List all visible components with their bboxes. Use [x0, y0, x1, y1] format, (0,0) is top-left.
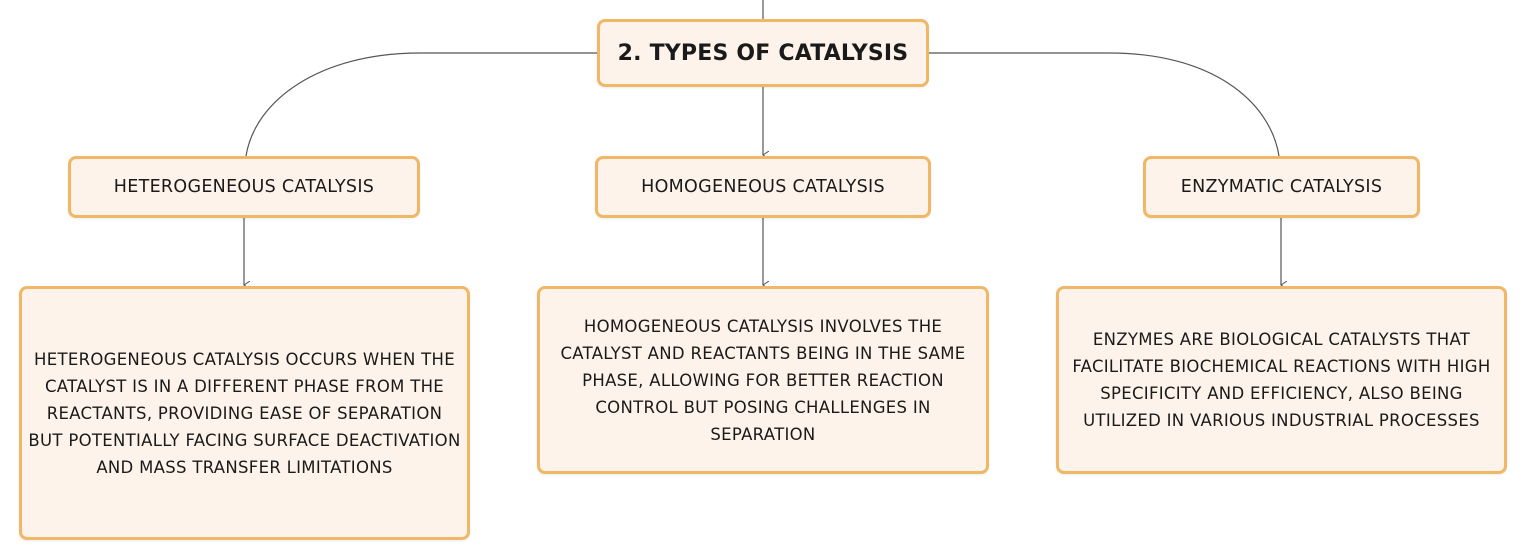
- root-node-label: 2. TYPES OF CATALYSIS: [617, 40, 909, 66]
- detail-node-text: HETEROGENEOUS CATALYSIS OCCURS WHEN THE CATALYST IS IN A DIFFERENT PHASE FROM THE REACTANTS, PROVIDING EASE OF SEPARATION BUT POTENTIALLY FACING SURFACE DEACTIVATION AND MASS TRANSFER LIMITATIONS: [28, 349, 461, 477]
- branch-node-heterogeneous-catalysis[interactable]: [68, 156, 420, 218]
- branch-node-enzymatic-catalysis[interactable]: [1143, 156, 1420, 218]
- detail-node-text: ENZYMES ARE BIOLOGICAL CATALYSTS THAT FACILITATE BIOCHEMICAL REACTIONS WITH HIGH SPECIFICITY AND EFFICIENCY, ALSO BEING UTILIZED IN VARIOUS INDUSTRIAL PROCESSES: [1072, 330, 1491, 430]
- detail-node-homogeneous-catalysis[interactable]: [537, 286, 989, 474]
- detail-node-heterogeneous-catalysis[interactable]: [19, 286, 470, 540]
- branch-node-label: HOMOGENEOUS CATALYSIS: [641, 177, 885, 197]
- connector-root-to-heterogeneous: [246, 53, 597, 156]
- connector-root-to-enzymatic: [929, 53, 1279, 156]
- detail-node-enzymatic-catalysis[interactable]: [1056, 286, 1507, 474]
- branch-node-label: ENZYMATIC CATALYSIS: [1180, 177, 1383, 197]
- branch-node-homogeneous-catalysis[interactable]: [595, 156, 931, 218]
- detail-node-text: HOMOGENEOUS CATALYSIS INVOLVES THE CATALYST AND REACTANTS BEING IN THE SAME PHASE, ALLOWING FOR BETTER REACTION CONTROL BUT POSING CHALLENGES IN SEPARATION: [560, 316, 966, 444]
- branch-node-label: HETEROGENEOUS CATALYSIS: [113, 177, 375, 197]
- root-node-types-of-catalysis[interactable]: [597, 19, 929, 87]
